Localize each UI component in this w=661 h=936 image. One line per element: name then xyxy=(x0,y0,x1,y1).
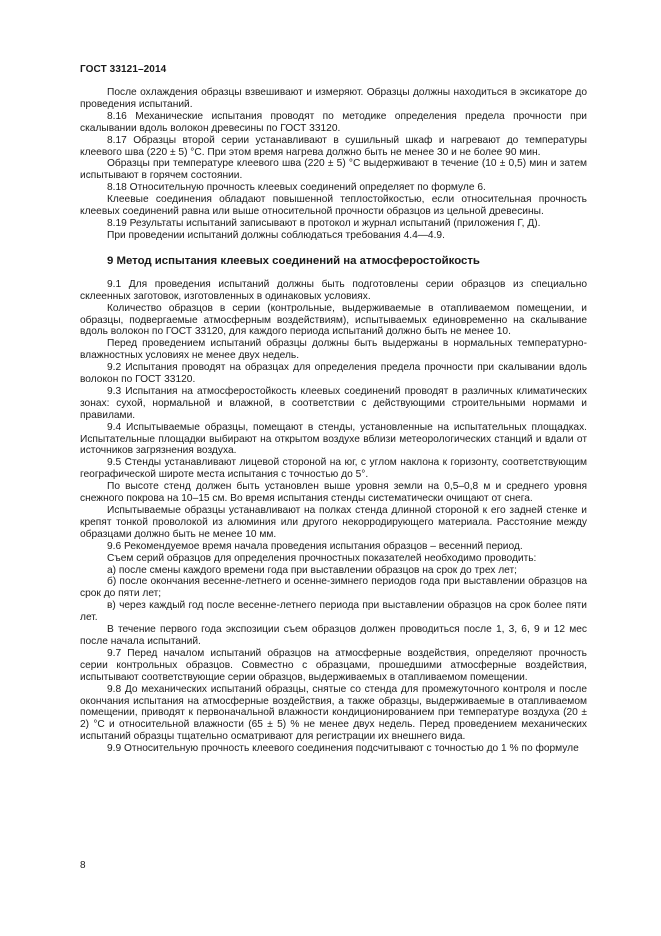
list-item-a: а) после смены каждого времени года при выставлении образцов на срок до трех лет; xyxy=(107,564,517,576)
paragraph-9-1: 9.1 Для проведения испытаний должны быть подготовлены серии образцов из специально склеенных заготовок, изготовленных в одинаковых условиях. xyxy=(80,278,587,302)
paragraph: В течение первого года экспозиции съем образцов должен проводиться после 1, 3, 6, 9 и 12 мес после начала испытаний. xyxy=(80,624,587,647)
list-item-b: б) после окончания весенне-летнего и осенне-зимнего периодов года при выставлении образцов на срок до пяти лет; xyxy=(80,576,587,600)
paragraph-9-6: 9.6 Рекомендуемое время начала проведения испытания образцов – весенний период. xyxy=(107,540,523,552)
paragraph-9-9: 9.9 Относительную прочность клеевого соединения подсчитывают с точностью до 1 % по формуле xyxy=(107,743,579,755)
paragraph-9-5: 9.5 Стенды устанавливают лицевой стороной на юг, с углом наклона к горизонту, соответствующим географической широте места испытания с точностью до 5°. xyxy=(80,457,587,481)
paragraph: Испытываемые образцы устанавливают на полках стенда длинной стороной к его задней стенке и крепят тонкой проволокой из алюминия или другого некорродирующего материала. Расстояние между образцами должно быть не менее 10 мм. xyxy=(80,505,587,540)
section-heading: 9 Метод испытания клеевых соединений на атмосферостойкость xyxy=(107,254,480,267)
paragraph: Съем серий образцов для определения прочностных показателей необходимо проводить: xyxy=(107,552,537,564)
paragraph-8-18: 8.18 Относительную прочность клеевых соединений определяет по формуле 6. xyxy=(107,182,486,194)
paragraph-9-3: 9.3 Испытания на атмосферостойкость клеевых соединений проводят в различных климатических зонах: сухой, нормальной и влажной, в соответствии с действующими строительными нормами и правилами. xyxy=(80,385,587,421)
paragraph: После охлаждения образцы взвешивают и измеряют. Образцы должны находиться в эксикаторе до проведения испытаний. xyxy=(80,87,587,110)
paragraph-9-4: 9.4 Испытываемые образцы, помещают в стенды, установленные на испытательных площадках. Испытательные площадки выбирают на открытом воздухе вблизи метеорологических станций и вдали от источников загрязнения воздуха. xyxy=(80,421,587,457)
paragraph: Перед проведением испытаний образцы должны быть выдержаны в нормальных температурно-влажностных условиях не менее двух недель. xyxy=(80,338,587,362)
paragraph-9-2: 9.2 Испытания проводят на образцах для определения предела прочности при скалывании вдоль волокон по ГОСТ 33120. xyxy=(80,362,587,386)
paragraph-8-16: 8.16 Механические испытания проводят по методике определения предела прочности при скалывании вдоль волокон древесины по ГОСТ 33120. xyxy=(80,110,587,134)
page-number: 8 xyxy=(80,860,86,871)
paragraph: Клеевые соединения обладают повышенной теплостойкостью, если относительная прочность клеевых соединений равна или выше относительной прочности образцов из цельной древесины. xyxy=(80,194,587,218)
document-header: ГОСТ 33121–2014 xyxy=(80,64,167,75)
paragraph: При проведении испытаний должны соблюдаться требования 4.4—4.9. xyxy=(107,229,445,241)
paragraph: Количество образцов в серии (контрольные, выдерживаемые в отапливаемом помещении, и образцы, подвергаемые атмосферным воздействиям), испытываемых единовременно на скалывание вдоль волокон по ГОСТ 33120, для каждого периода испытаний должно быть не менее 10. xyxy=(80,302,587,338)
paragraph-8-17: 8.17 Образцы второй серии устанавливают в сушильный шкаф и нагревают до температуры клеевого шва (220 ± 5) °С. При этом время нагрева должно быть не менее 30 и не более 90 мин. xyxy=(80,134,587,158)
paragraph: По высоте стенд должен быть установлен выше уровня земли на 0,5–0,8 м и среднего уровня снежного покрова на 10–15 см. Во время испытания стенды систематически очищают от снега. xyxy=(80,481,587,505)
list-item-v: в) через каждый год после весенне-летнего периода при выставлении образцов на срок более пяти лет. xyxy=(80,600,587,624)
paragraph: Образцы при температуре клеевого шва (220 ± 5) °С выдерживают в течение (10 ± 0,5) мин и затем испытывают в горячем состоянии. xyxy=(80,158,587,182)
paragraph-8-19: 8.19 Результаты испытаний записывают в протокол и журнал испытаний (приложения Г, Д). xyxy=(107,217,541,229)
paragraph-9-8: 9.8 До механических испытаний образцы, снятые со стенда для промежуточного контроля и после окончания испытания на атмосферные воздействия, а также образцы, выдерживаемые в отапливаемом помещении, приводят к первоначальной влажности кондиционированием при температуре воздуха (20 ± 2) °С и относительной влажности (65 ± 5) % не менее двух недель. Перед проведением механических испытаний образцы тщательно осматривают для регистрации их внешнего вида. xyxy=(80,683,587,743)
document-body xyxy=(80,87,587,755)
paragraph-9-7: 9.7 Перед началом испытаний образцов на атмосферные воздействия, определяют прочность серии контрольных образцов. Совместно с образцами, прошедшими атмосферные воздействия, испытывают соответствующие серии образцов, выдерживаемых в отапливаемом помещении. xyxy=(80,647,587,683)
